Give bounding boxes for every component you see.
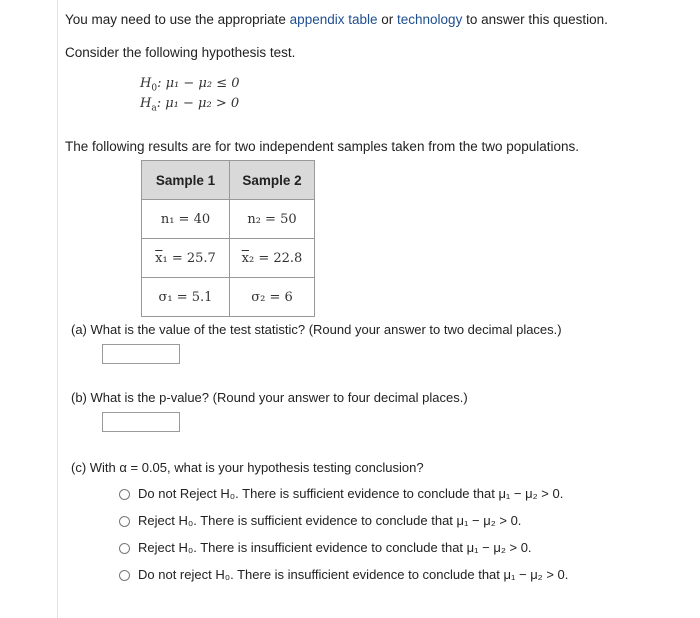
question-c: (c) With α = 0.05, what is your hypothesis testing conclusion?: [71, 460, 424, 475]
option-3-radio[interactable]: [119, 543, 130, 554]
option-2-radio[interactable]: [119, 516, 130, 527]
null-hypothesis: $H_0$: μ₁ − μ₂ ≤ 0: [140, 76, 240, 94]
table-row: [142, 200, 315, 239]
header-sample-2: Sample 2: [230, 161, 315, 200]
n2-cell: n₂ = 50: [230, 200, 315, 239]
technology-link[interactable]: technology: [397, 12, 463, 27]
n1-cell: n₁ = 40: [142, 200, 230, 239]
consider-text: Consider the following hypothesis test.: [65, 45, 296, 60]
table-row: [142, 239, 315, 278]
results-text: The following results are for two independent samples taken from the two populations.: [65, 139, 580, 154]
option-2-label[interactable]: Reject H₀. There is sufficient evidence to conclude that μ₁ − μ₂ > 0.: [138, 513, 522, 528]
appendix-table-link[interactable]: appendix table: [289, 12, 378, 27]
table-header-row: [142, 161, 315, 200]
header-sample-1: Sample 1: [142, 161, 230, 200]
p-value-input[interactable]: [102, 412, 180, 432]
sigma1-cell: σ₁ = 5.1: [142, 278, 230, 317]
intro-suffix: to answer this question.: [462, 12, 608, 27]
option-4-radio[interactable]: [119, 570, 130, 581]
question-a: (a) What is the value of the test statistic? (Round your answer to two decimal places.): [71, 322, 562, 337]
sample-table: [141, 160, 315, 317]
table-row: [142, 278, 315, 317]
page-left-divider: [57, 0, 58, 618]
x1-cell: $\overline{x}_1 = 25.7$: [142, 239, 230, 278]
question-b: (b) What is the p-value? (Round your answer to four decimal places.): [71, 390, 468, 405]
sigma2-cell: σ₂ = 6: [230, 278, 315, 317]
alternative-hypothesis: $H_a$: μ₁ − μ₂ > 0: [140, 96, 240, 114]
test-statistic-input[interactable]: [102, 344, 180, 364]
option-1-label[interactable]: Do not Reject H₀. There is sufficient evidence to conclude that μ₁ − μ₂ > 0.: [138, 486, 564, 501]
x2-cell: $\overline{x}_2 = 22.8$: [230, 239, 315, 278]
intro-prefix: You may need to use the appropriate: [65, 12, 290, 27]
option-3-label[interactable]: Reject H₀. There is insufficient evidence to conclude that μ₁ − μ₂ > 0.: [138, 540, 532, 555]
intro-text: [65, 11, 608, 29]
option-4-label[interactable]: Do not reject H₀. There is insufficient evidence to conclude that μ₁ − μ₂ > 0.: [138, 567, 569, 582]
option-1-radio[interactable]: [119, 489, 130, 500]
intro-mid: or: [377, 12, 398, 27]
